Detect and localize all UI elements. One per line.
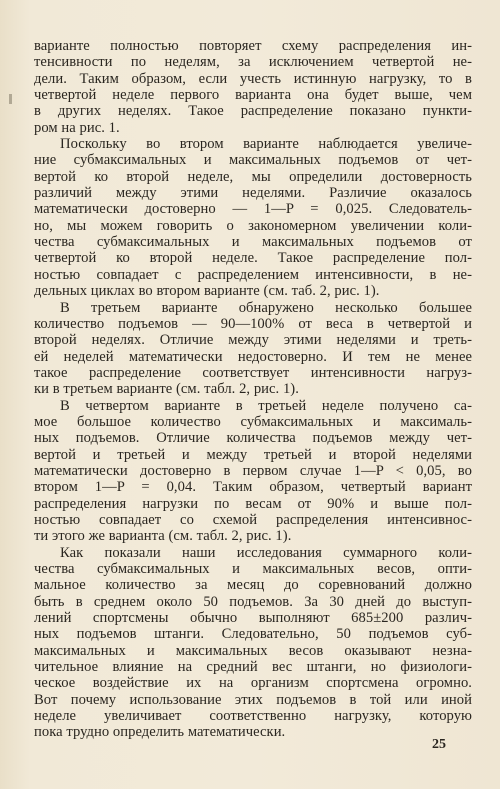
text-line: распределения нагрузки по весам от 90% и выше пол-	[34, 495, 472, 512]
text-line: Вот почему использование этих подъемов в той или иной	[34, 691, 472, 708]
text-line: максимальных и максимальных весов оказывают незна-	[34, 642, 472, 659]
text-line: ром на рис. 1.	[34, 119, 120, 136]
paragraph-4	[34, 398, 472, 545]
text-line: ностью совпадает со схемой распределения интенсивнос-	[34, 511, 472, 528]
text-line: математически достоверно — 1—P = 0,025. Следователь-	[34, 201, 472, 218]
text-line: ных подъемов штанги. Следовательно, 50 подъемов суб-	[34, 626, 472, 643]
text-line: тенсивности по неделям, за исключением четвертой не-	[34, 54, 472, 71]
paragraph-3	[34, 300, 472, 398]
text-line: пока трудно определить математически.	[34, 724, 286, 741]
paragraph-2	[34, 136, 472, 299]
text-line: математически достоверно в первом случае 1—P < 0,05, во	[34, 462, 472, 479]
text-line: дели. Таким образом, если учесть истинную нагрузку, то в	[34, 70, 472, 87]
body-text	[34, 38, 472, 741]
text-line: чительное влияние на средний вес штанги, но физиологи-	[34, 659, 472, 676]
text-line: варианте полностью повторяет схему распределения ин-	[34, 38, 472, 54]
paragraph-1	[34, 38, 472, 136]
text-line: ей неделей математически недостоверно. И тем не менее	[34, 348, 472, 365]
text-line: ных подъемов. Отличие количества подъемов между чет-	[34, 430, 472, 447]
text-line: мое большое количество субмаксимальных и максималь-	[34, 413, 472, 430]
text-line: ти этого же варианта (см. табл. 2, рис. 1).	[34, 528, 292, 545]
text-line: в других неделях. Такое распределение показано пункти-	[34, 103, 472, 120]
text-line: второй неделях. Отличие между этими неделями и треть-	[34, 332, 472, 349]
text-line: различий между этими неделями. Различие оказалось	[34, 185, 472, 202]
text-line: такое распределение соответствует интенсивности нагруз-	[34, 364, 472, 381]
paragraph-5	[34, 545, 472, 741]
text-line: дельных циклах во втором варианте (см. таб. 2, рис. 1).	[34, 283, 380, 300]
text-line: лений спортсмены обычно выполняют 685±200 различ-	[34, 610, 472, 627]
text-line: ки в третьем варианте (см. табл. 2, рис. 1).	[34, 381, 299, 398]
text-line: В третьем варианте обнаружено несколько большее	[60, 299, 472, 316]
text-line: четвертой ко второй неделе. Такое распределение пол-	[34, 250, 472, 267]
text-line: В четвертом варианте в третьей неделе получено са-	[60, 397, 472, 414]
text-line: Поскольку во втором варианте наблюдается увеличе-	[60, 136, 472, 153]
text-line: вертой ко второй неделе, мы определили достоверность	[34, 168, 472, 185]
text-line: но, мы можем говорить о закономерном увеличении коли-	[34, 217, 472, 234]
text-line: втором 1—P = 0,04. Таким образом, четвертый вариант	[34, 479, 472, 496]
margin-mark	[9, 94, 12, 104]
text-line: количество подъемов — 90—100% от веса в четвертой и	[34, 315, 472, 332]
text-line: ние субмаксимальных и максимальных подъемов от чет-	[34, 152, 472, 169]
text-line: вертой и третьей и между третьей и второй неделями	[34, 446, 472, 463]
text-line: ностью совпадает с распределением интенсивности, в не-	[34, 266, 472, 283]
page-number: 25	[432, 737, 446, 752]
text-line: Как показали наши исследования суммарного коли-	[60, 544, 472, 561]
text-line: чества субмаксимальных и максимальных весов, опти-	[34, 561, 472, 577]
text-line: четвертой неделе первого варианта она будет выше, чем	[34, 87, 472, 104]
text-line: неделе увеличивает соответственно нагрузку, которую	[34, 708, 472, 725]
text-line: чества субмаксимальных и максимальных подъемов от	[34, 234, 472, 251]
text-line: мальное количество за месяц до соревнований должно	[34, 577, 472, 594]
text-line: быть в среднем около 50 подъемов. За 30 дней до выступ-	[34, 593, 472, 610]
text-line: ческое воздействие их на организм спортсмена огромно.	[34, 675, 472, 692]
